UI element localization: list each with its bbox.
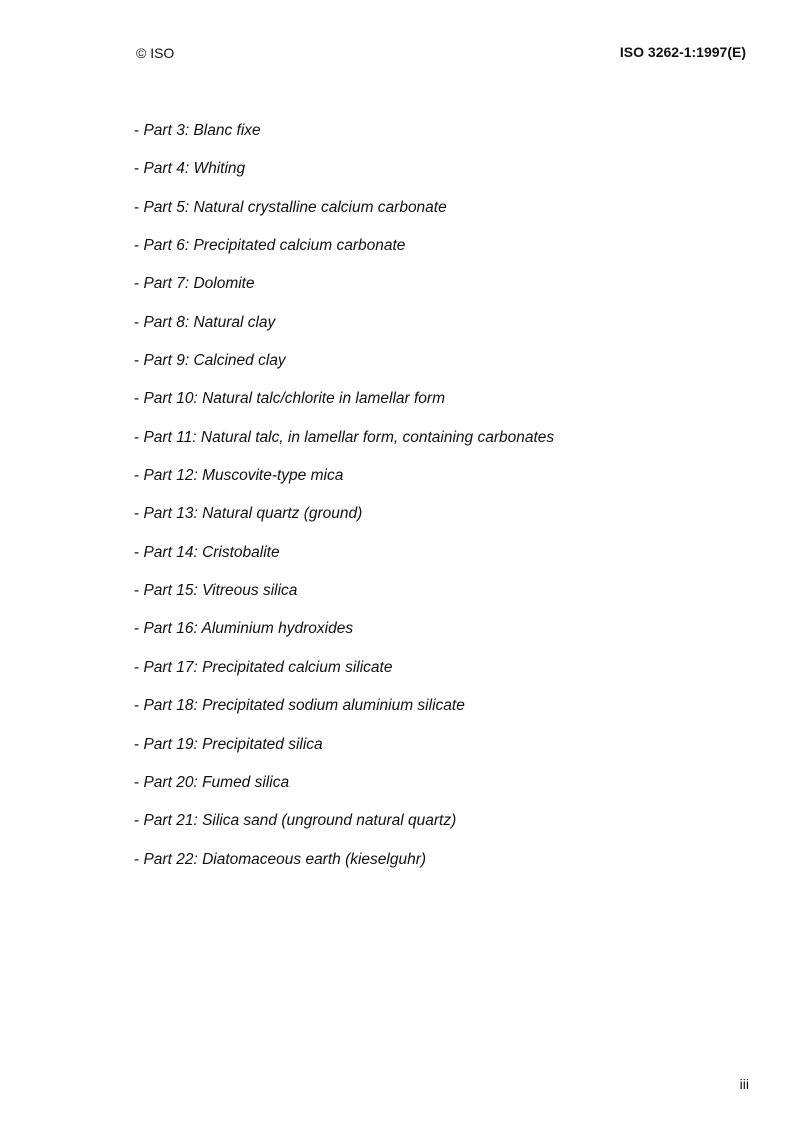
part-number: Part 13:	[143, 505, 198, 523]
list-item: - Part 11: Natural talc, in lamellar form, containing carbonates	[134, 428, 555, 446]
part-number: Part 20:	[143, 773, 198, 791]
list-item: - Part 12: Muscovite-type mica	[134, 467, 344, 485]
part-number: Part 18:	[143, 697, 198, 715]
part-title: Precipitated calcium silicate	[202, 658, 393, 676]
part-number: Part 8:	[143, 313, 190, 331]
part-title: Precipitated silica	[202, 735, 323, 753]
part-title: Dolomite	[193, 275, 255, 293]
part-number: Part 7:	[143, 275, 190, 293]
part-number: Part 5:	[143, 198, 190, 216]
part-title: Fumed silica	[202, 773, 290, 791]
part-title: Vitreous silica	[202, 582, 298, 600]
part-number: Part 15:	[143, 582, 198, 600]
standard-identifier: ISO 3262-1:1997(E)	[619, 44, 746, 60]
list-item: - Part 15: Vitreous silica	[134, 582, 298, 600]
part-title: Precipitated calcium carbonate	[193, 237, 406, 255]
part-number: Part 22:	[143, 850, 198, 868]
parts-list	[134, 120, 554, 887]
part-number: Part 6:	[143, 237, 190, 255]
part-title: Calcined clay	[193, 352, 286, 370]
part-number: Part 11:	[143, 428, 197, 446]
part-title: Silica sand (unground natural quartz)	[202, 812, 457, 830]
list-item: - Part 5: Natural crystalline calcium carbonate	[134, 198, 447, 216]
list-item: - Part 19: Precipitated silica	[134, 735, 323, 753]
part-title: Blanc fixe	[193, 122, 261, 139]
list-item: - Part 3: Blanc fixe	[134, 122, 261, 139]
part-title: Natural crystalline calcium carbonate	[193, 198, 447, 216]
part-title: Natural talc/chlorite in lamellar form	[202, 390, 445, 408]
part-title: Cristobalite	[202, 543, 280, 561]
list-item: - Part 13: Natural quartz (ground)	[134, 505, 363, 523]
list-item: - Part 6: Precipitated calcium carbonate	[134, 237, 406, 255]
list-item: - Part 16: Aluminium hydroxides	[134, 620, 354, 638]
part-number: Part 19:	[143, 735, 198, 753]
list-item: - Part 14: Cristobalite	[134, 543, 280, 561]
part-title: Aluminium hydroxides	[201, 620, 354, 638]
list-item: - Part 20: Fumed silica	[134, 773, 290, 791]
list-item: - Part 22: Diatomaceous earth (kieselguhr)	[134, 850, 427, 868]
list-item: - Part 4: Whiting	[134, 160, 246, 178]
part-title: Natural clay	[193, 313, 276, 331]
part-title: Precipitated sodium aluminium silicate	[202, 697, 465, 715]
part-number: Part 14:	[143, 543, 198, 561]
part-number: Part 3:	[143, 122, 190, 139]
part-number: Part 10:	[143, 390, 198, 408]
page-number: iii	[739, 1076, 749, 1092]
list-item: - Part 21: Silica sand (unground natural quartz)	[134, 812, 457, 830]
part-number: Part 21:	[143, 812, 198, 830]
list-item: - Part 10: Natural talc/chlorite in lamellar form	[134, 390, 445, 408]
part-title: Natural talc, in lamellar form, containing carbonates	[200, 428, 555, 446]
list-item: - Part 17: Precipitated calcium silicate	[134, 658, 393, 676]
part-title: Muscovite-type mica	[202, 467, 344, 485]
list-item: - Part 9: Calcined clay	[134, 352, 286, 370]
part-title: Natural quartz (ground)	[202, 505, 363, 523]
part-number: Part 12:	[143, 467, 198, 485]
list-item: - Part 18: Precipitated sodium aluminium silicate	[134, 697, 465, 715]
part-title: Whiting	[193, 160, 246, 178]
part-number: Part 16:	[143, 620, 198, 638]
part-number: Part 9:	[143, 352, 190, 370]
copyright-notice: © ISO	[136, 45, 175, 61]
part-number: Part 4:	[143, 160, 190, 178]
part-title: Diatomaceous earth (kieselguhr)	[202, 850, 427, 868]
part-number: Part 17:	[143, 658, 198, 676]
list-item: - Part 7: Dolomite	[134, 275, 255, 293]
list-item: - Part 8: Natural clay	[134, 313, 276, 331]
